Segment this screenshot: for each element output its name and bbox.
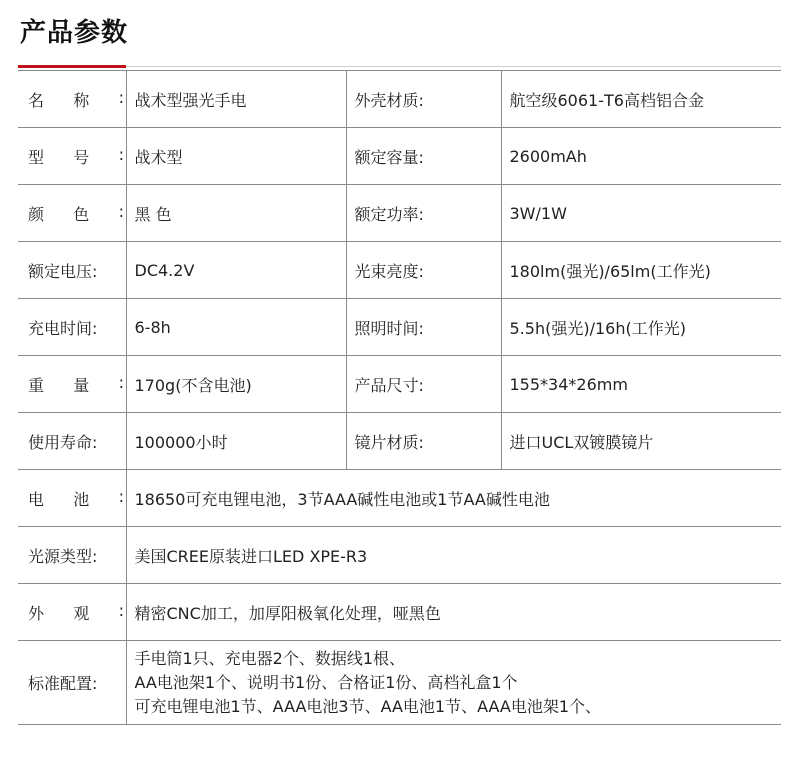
table-row [18, 584, 781, 641]
spec-value: 180lm(强光)/65lm(工作光) [501, 242, 781, 299]
spec-label [18, 527, 126, 584]
spec-value: 5.5h(强光)/16h(工作光) [501, 299, 781, 356]
spec-value: 美国CREE原装进口LED XPE-R3 [126, 527, 781, 584]
spec-label-char: 颜 [28, 204, 45, 224]
spec-label: 标准配置: [18, 641, 126, 725]
spec-table-body [18, 71, 781, 725]
spec-label-text: 使用寿命 [28, 432, 93, 452]
spec-label-text: 额定电压 [28, 261, 93, 281]
spec-label: 额定容量: [346, 128, 501, 185]
page-header [0, 0, 793, 70]
spec-label: 光束亮度: [346, 242, 501, 299]
spec-label-char: 电 [28, 489, 45, 509]
table-row [18, 641, 781, 725]
spec-label-char: 型 [28, 147, 45, 167]
title-divider [18, 66, 781, 67]
table-row [18, 299, 781, 356]
spec-value: 战术型 [126, 128, 346, 185]
spec-label [18, 356, 126, 413]
spec-label: 镜片材质: [346, 413, 501, 470]
table-row [18, 71, 781, 128]
label-colon: : [118, 372, 124, 392]
spec-value: 2600mAh [501, 128, 781, 185]
spec-label-char: 称 [73, 90, 90, 110]
spec-value: 100000小时 [126, 413, 346, 470]
table-row [18, 527, 781, 584]
spec-label-text: 光源类型 [28, 546, 93, 566]
spec-label: 外壳材质: [346, 71, 501, 128]
spec-label [18, 299, 126, 356]
spec-label-char: 外 [28, 603, 45, 623]
spec-value: 18650可充电锂电池，3节AAA碱性电池或1节AA碱性电池 [126, 470, 781, 527]
spec-value: 3W/1W [501, 185, 781, 242]
spec-value: 6-8h [126, 299, 346, 356]
spec-value: 黑 色 [126, 185, 346, 242]
spec-label [18, 584, 126, 641]
spec-label-char: 色 [73, 204, 90, 224]
spec-label [18, 71, 126, 128]
config-line: 可充电锂电池1节、AAA电池3节、AA电池1节、AAA电池架1个、 [134, 696, 602, 716]
spec-label [18, 470, 126, 527]
spec-value: 进口UCL双镀膜镜片 [501, 413, 781, 470]
spec-label [18, 185, 126, 242]
spec-label-char: 量 [73, 375, 90, 395]
spec-label [18, 128, 126, 185]
label-colon: : [92, 261, 98, 281]
spec-value: 航空级6061-T6高档铝合金 [501, 71, 781, 128]
table-row [18, 185, 781, 242]
table-row [18, 356, 781, 413]
spec-label-char: 名 [28, 90, 45, 110]
table-row [18, 413, 781, 470]
label-colon: : [118, 600, 124, 620]
table-row [18, 128, 781, 185]
spec-label: 照明时间: [346, 299, 501, 356]
label-colon: : [92, 546, 98, 566]
spec-value: 170g(不含电池) [126, 356, 346, 413]
config-line: 手电筒1只、充电器2个、数据线1根、 [134, 648, 406, 668]
spec-label-char: 重 [28, 375, 45, 395]
spec-label [18, 413, 126, 470]
spec-table [18, 70, 781, 725]
label-colon: : [92, 318, 98, 338]
title-accent-bar [18, 65, 126, 68]
spec-label-char: 观 [73, 603, 90, 623]
spec-value: 155*34*26mm [501, 356, 781, 413]
label-colon: : [118, 144, 124, 164]
config-line: AA电池架1个、说明书1份、合格证1份、高档礼盒1个 [134, 672, 518, 692]
page-title: 产品参数 [20, 18, 129, 48]
spec-value [126, 641, 781, 725]
label-colon: : [92, 432, 98, 452]
spec-label-char: 号 [73, 147, 90, 167]
spec-label-text: 充电时间 [28, 318, 93, 338]
spec-label: 额定功率: [346, 185, 501, 242]
table-row [18, 242, 781, 299]
label-colon: : [118, 486, 124, 506]
spec-value: 精密CNC加工，加厚阳极氧化处理，哑黑色 [126, 584, 781, 641]
spec-label-char: 池 [73, 489, 90, 509]
spec-label: 产品尺寸: [346, 356, 501, 413]
table-row [18, 470, 781, 527]
spec-value: DC4.2V [126, 242, 346, 299]
label-colon: : [118, 201, 124, 221]
label-colon: : [118, 87, 124, 107]
spec-label [18, 242, 126, 299]
spec-value: 战术型强光手电 [126, 71, 346, 128]
